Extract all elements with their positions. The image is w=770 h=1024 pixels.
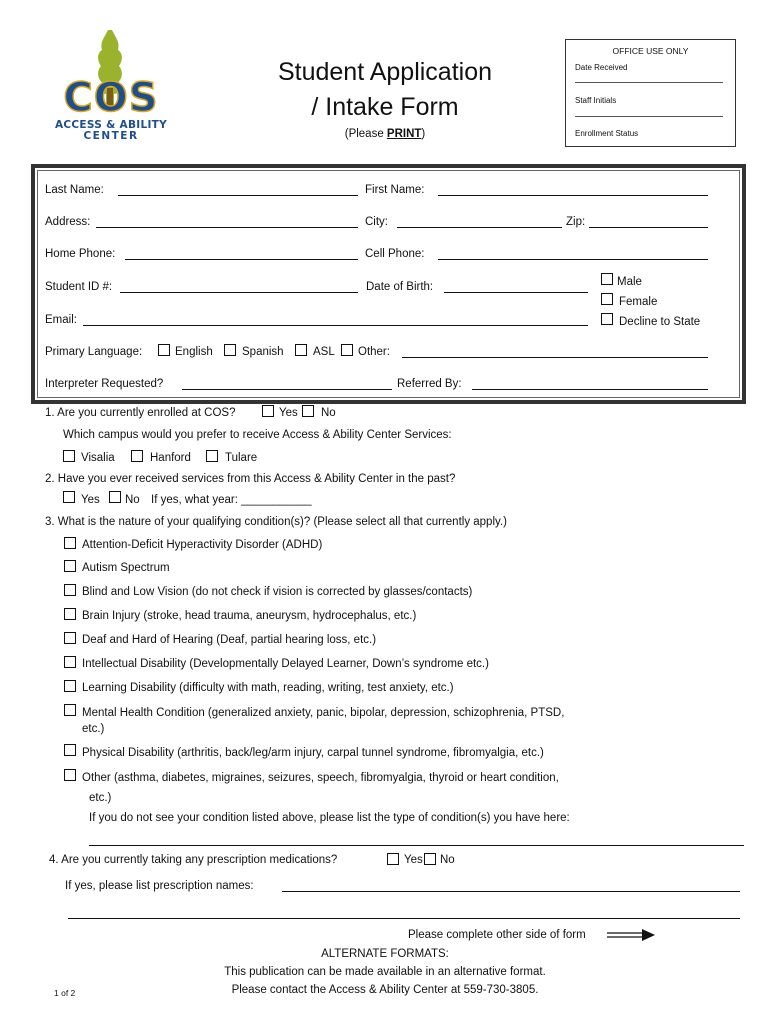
title-line1: Student Application xyxy=(277,58,493,86)
female-checkbox[interactable] xyxy=(601,293,613,305)
q2-no-label: No xyxy=(125,494,140,506)
dob-label: Date of Birth: xyxy=(366,281,434,293)
english-checkbox[interactable] xyxy=(158,344,170,356)
interpreter-label: Interpreter Requested? xyxy=(45,378,164,390)
q1-text: 1. Are you currently enrolled at COS? xyxy=(45,407,236,419)
staff-initials-line[interactable] xyxy=(575,116,723,117)
female-label: Female xyxy=(619,296,658,308)
zip-label: Zip: xyxy=(566,216,586,228)
learning-checkbox[interactable] xyxy=(64,680,76,692)
other-condition-cont: etc.) xyxy=(89,792,112,804)
enrollment-status-label: Enrollment Status xyxy=(575,129,639,138)
spanish-checkbox[interactable] xyxy=(224,344,236,356)
zip-field[interactable] xyxy=(589,227,708,228)
deaf-checkbox[interactable] xyxy=(64,632,76,644)
city-field[interactable] xyxy=(397,227,562,228)
spanish-label: Spanish xyxy=(242,346,284,358)
intellectual-checkbox[interactable] xyxy=(64,656,76,668)
arrow-right-icon xyxy=(606,928,656,942)
male-label: Male xyxy=(617,276,642,288)
alt-formats-line1: This publication can be made available in an alternative format. xyxy=(224,966,546,978)
primary-language-label: Primary Language: xyxy=(45,346,143,358)
mental-health-cont: etc.) xyxy=(82,723,105,735)
office-use-heading: OFFICE USE ONLY xyxy=(612,46,689,56)
print-note xyxy=(250,128,520,140)
q1-no-label: No xyxy=(321,407,336,419)
email-field[interactable] xyxy=(83,325,588,326)
date-received-line[interactable] xyxy=(575,82,723,83)
q4-no-label: No xyxy=(440,854,455,866)
home-phone-label: Home Phone: xyxy=(45,248,116,260)
referred-by-label: Referred By: xyxy=(397,378,462,390)
office-use-box xyxy=(565,39,736,147)
asl-checkbox[interactable] xyxy=(295,344,307,356)
home-phone-field[interactable] xyxy=(125,259,358,260)
q2-yes-checkbox[interactable] xyxy=(63,491,75,503)
page-title xyxy=(250,55,520,125)
visalia-checkbox[interactable] xyxy=(63,450,75,462)
other-language-checkbox[interactable] xyxy=(341,344,353,356)
q2-year: If yes, what year: ___________ xyxy=(151,494,312,506)
cell-phone-label: Cell Phone: xyxy=(365,248,425,260)
print-suffix: ) xyxy=(421,128,426,140)
intellectual-label: Intellectual Disability (Developmentally Delayed Learner, Down’s syndrome etc.) xyxy=(82,658,489,670)
referred-by-field[interactable] xyxy=(472,389,708,390)
print-prefix: (Please xyxy=(344,128,387,140)
address-field[interactable] xyxy=(96,227,358,228)
visalia-label: Visalia xyxy=(81,452,115,464)
tulare-checkbox[interactable] xyxy=(206,450,218,462)
other-language-label: Other: xyxy=(358,346,390,358)
q1-yes-label: Yes xyxy=(279,407,298,419)
q3-text: 3. What is the nature of your qualifying condition(s)? (Please select all that currently apply.) xyxy=(45,516,507,528)
not-listed-text: If you do not see your condition listed above, please list the type of condition(s) you have here: xyxy=(89,812,570,824)
alt-formats-line2: Please contact the Access & Ability Center at 559-730-3805. xyxy=(231,984,539,996)
email-label: Email: xyxy=(45,314,77,326)
learning-label: Learning Disability (difficulty with math, reading, writing, test anxiety, etc.) xyxy=(82,682,454,694)
q4-no-checkbox[interactable] xyxy=(424,853,436,865)
physical-label: Physical Disability (arthritis, back/leg/arm injury, carpal tunnel syndrome, fibromyalgia, etc.) xyxy=(82,747,544,759)
logo-line1: ACCESS & ABILITY xyxy=(54,119,168,131)
mental-health-checkbox[interactable] xyxy=(64,704,76,716)
tulare-label: Tulare xyxy=(225,452,258,464)
brain-injury-checkbox[interactable] xyxy=(64,608,76,620)
title-line2: / Intake Form xyxy=(311,93,459,121)
first-name-field[interactable] xyxy=(438,195,708,196)
autism-label: Autism Spectrum xyxy=(82,562,170,574)
q4-text: 4. Are you currently taking any prescription medications? xyxy=(49,854,338,866)
autism-checkbox[interactable] xyxy=(64,560,76,572)
q4-yes-label: Yes xyxy=(404,854,423,866)
logo-abbr: COS xyxy=(63,75,159,121)
hanford-label: Hanford xyxy=(150,452,191,464)
other-language-field[interactable] xyxy=(402,357,708,358)
cell-phone-field[interactable] xyxy=(438,259,708,260)
q2-yes-label: Yes xyxy=(81,494,100,506)
hanford-checkbox[interactable] xyxy=(131,450,143,462)
address-label: Address: xyxy=(45,216,91,228)
cos-logo xyxy=(46,28,176,144)
first-name-label: First Name: xyxy=(365,184,425,196)
date-received-label: Date Received xyxy=(575,63,628,72)
mental-health-label: Mental Health Condition (generalized anxiety, panic, bipolar, depression, schizophrenia, PTSD, xyxy=(82,707,565,719)
interpreter-field[interactable] xyxy=(182,389,392,390)
not-listed-field[interactable] xyxy=(89,845,744,846)
english-label: English xyxy=(175,346,213,358)
last-name-label: Last Name: xyxy=(45,184,104,196)
adhd-label: Attention-Deficit Hyperactivity Disorder (ADHD) xyxy=(82,539,323,551)
last-name-field[interactable] xyxy=(118,195,358,196)
physical-checkbox[interactable] xyxy=(64,744,76,756)
page-number: 1 of 2 xyxy=(54,988,76,998)
logo-line2: CENTER xyxy=(83,130,139,142)
dob-field[interactable] xyxy=(444,292,588,293)
blind-label: Blind and Low Vision (do not check if vision is corrected by glasses/contacts) xyxy=(82,586,473,598)
decline-checkbox[interactable] xyxy=(601,313,613,325)
print-word: PRINT xyxy=(386,128,422,140)
student-id-field[interactable] xyxy=(120,292,358,293)
medications-field[interactable] xyxy=(282,891,740,892)
q4-list-label: If yes, please list prescription names: xyxy=(65,880,254,892)
q1-no-checkbox[interactable] xyxy=(302,405,314,417)
campus-question: Which campus would you prefer to receive Access & Ability Center Services: xyxy=(63,429,452,441)
asl-label: ASL xyxy=(313,346,335,358)
q4-yes-checkbox[interactable] xyxy=(387,853,399,865)
adhd-checkbox[interactable] xyxy=(64,537,76,549)
medications-field-2[interactable] xyxy=(68,918,740,919)
city-label: City: xyxy=(365,216,388,228)
decline-label: Decline to State xyxy=(619,316,701,328)
q2-no-checkbox[interactable] xyxy=(109,491,121,503)
male-checkbox[interactable] xyxy=(601,273,613,285)
q2-text: 2. Have you ever received services from this Access & Ability Center in the past? xyxy=(45,473,456,485)
brain-injury-label: Brain Injury (stroke, head trauma, aneurysm, hydrocephalus, etc.) xyxy=(82,610,417,622)
next-page-note: Please complete other side of form xyxy=(408,929,586,941)
deaf-label: Deaf and Hard of Hearing (Deaf, partial hearing loss, etc.) xyxy=(82,634,377,646)
blind-checkbox[interactable] xyxy=(64,584,76,596)
other-condition-label: Other (asthma, diabetes, migraines, seizures, speech, fibromyalgia, thyroid or heart condition, xyxy=(82,772,559,784)
other-condition-checkbox[interactable] xyxy=(64,769,76,781)
q1-yes-checkbox[interactable] xyxy=(262,405,274,417)
student-id-label: Student ID #: xyxy=(45,281,113,293)
staff-initials-label: Staff Initials xyxy=(575,96,617,105)
alt-formats-heading: ALTERNATE FORMATS: xyxy=(321,948,449,960)
